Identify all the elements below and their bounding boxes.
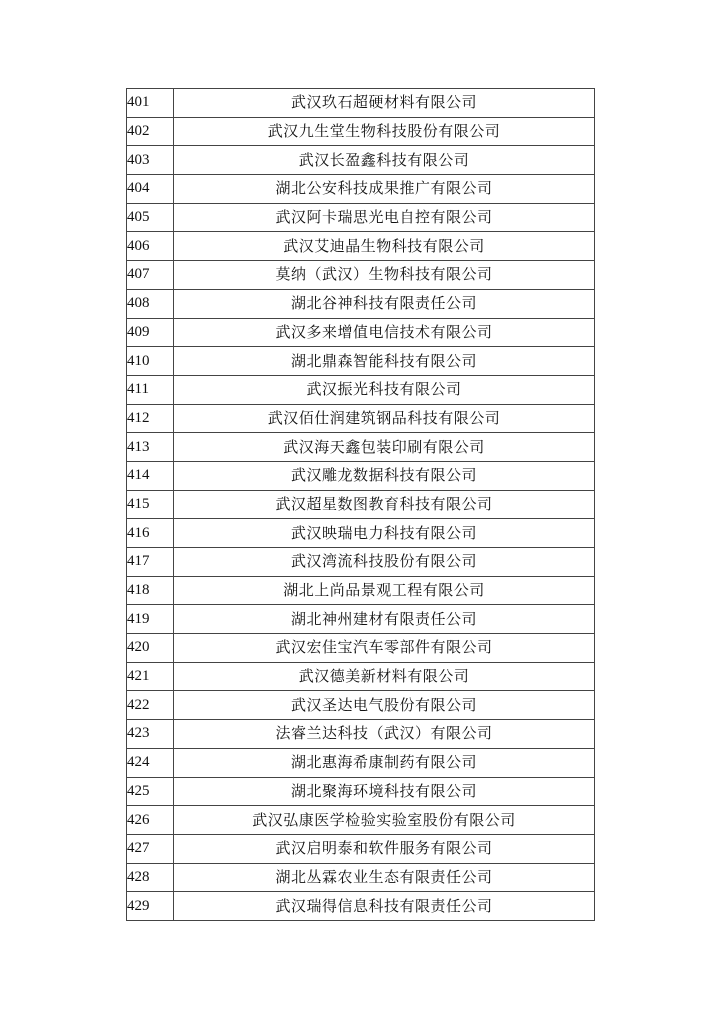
company-name-cell: 武汉圣达电气股份有限公司 xyxy=(174,691,595,720)
row-number-cell: 403 xyxy=(127,146,174,175)
row-number-cell: 411 xyxy=(127,375,174,404)
company-name-cell: 武汉长盈鑫科技有限公司 xyxy=(174,146,595,175)
row-number-cell: 428 xyxy=(127,863,174,892)
row-number-cell: 417 xyxy=(127,548,174,577)
table-row xyxy=(127,490,595,519)
company-name-cell: 湖北聚海环境科技有限公司 xyxy=(174,777,595,806)
row-number-cell: 420 xyxy=(127,634,174,663)
row-number-cell: 426 xyxy=(127,806,174,835)
company-name-cell: 武汉振光科技有限公司 xyxy=(174,375,595,404)
table-row xyxy=(127,691,595,720)
company-name-cell: 武汉映瑞电力科技有限公司 xyxy=(174,519,595,548)
table-row xyxy=(127,203,595,232)
company-name-cell: 武汉启明泰和软件服务有限公司 xyxy=(174,834,595,863)
row-number-cell: 404 xyxy=(127,175,174,204)
table-row xyxy=(127,834,595,863)
table-row xyxy=(127,89,595,118)
company-name-cell: 湖北惠海希康制药有限公司 xyxy=(174,748,595,777)
row-number-cell: 421 xyxy=(127,662,174,691)
company-name-cell: 湖北上尚品景观工程有限公司 xyxy=(174,576,595,605)
row-number-cell: 408 xyxy=(127,289,174,318)
table-row xyxy=(127,146,595,175)
row-number-cell: 410 xyxy=(127,347,174,376)
row-number-cell: 418 xyxy=(127,576,174,605)
table-row xyxy=(127,232,595,261)
table-row xyxy=(127,720,595,749)
company-name-cell: 武汉湾流科技股份有限公司 xyxy=(174,548,595,577)
table-row xyxy=(127,318,595,347)
company-name-cell: 武汉超星数图教育科技有限公司 xyxy=(174,490,595,519)
company-name-cell: 湖北谷神科技有限责任公司 xyxy=(174,289,595,318)
company-name-cell: 武汉多来增值电信技术有限公司 xyxy=(174,318,595,347)
table-row xyxy=(127,175,595,204)
row-number-cell: 419 xyxy=(127,605,174,634)
company-name-cell: 武汉阿卡瑞思光电自控有限公司 xyxy=(174,203,595,232)
company-name-cell: 武汉玖石超硬材料有限公司 xyxy=(174,89,595,118)
row-number-cell: 415 xyxy=(127,490,174,519)
row-number-cell: 402 xyxy=(127,117,174,146)
table-row xyxy=(127,662,595,691)
table-row xyxy=(127,634,595,663)
table-row xyxy=(127,261,595,290)
table-row xyxy=(127,548,595,577)
row-number-cell: 425 xyxy=(127,777,174,806)
company-name-cell: 武汉弘康医学检验实验室股份有限公司 xyxy=(174,806,595,835)
table-row xyxy=(127,375,595,404)
company-name-cell: 武汉雕龙数据科技有限公司 xyxy=(174,461,595,490)
company-name-cell: 湖北丛霖农业生态有限责任公司 xyxy=(174,863,595,892)
table-row xyxy=(127,347,595,376)
company-name-cell: 法睿兰达科技（武汉）有限公司 xyxy=(174,720,595,749)
row-number-cell: 422 xyxy=(127,691,174,720)
company-name-cell: 武汉佰仕润建筑钢品科技有限公司 xyxy=(174,404,595,433)
table-row xyxy=(127,519,595,548)
table-row xyxy=(127,117,595,146)
row-number-cell: 416 xyxy=(127,519,174,548)
table-row xyxy=(127,461,595,490)
row-number-cell: 427 xyxy=(127,834,174,863)
table-row xyxy=(127,863,595,892)
table-row xyxy=(127,605,595,634)
row-number-cell: 405 xyxy=(127,203,174,232)
table-row xyxy=(127,806,595,835)
table-row xyxy=(127,892,595,921)
table-row xyxy=(127,289,595,318)
table-row xyxy=(127,404,595,433)
row-number-cell: 401 xyxy=(127,89,174,118)
table-row xyxy=(127,433,595,462)
table-row xyxy=(127,748,595,777)
company-name-cell: 武汉九生堂生物科技股份有限公司 xyxy=(174,117,595,146)
company-name-cell: 湖北公安科技成果推广有限公司 xyxy=(174,175,595,204)
company-table-body xyxy=(127,89,595,921)
table-row xyxy=(127,576,595,605)
row-number-cell: 412 xyxy=(127,404,174,433)
company-name-cell: 武汉德美新材料有限公司 xyxy=(174,662,595,691)
row-number-cell: 414 xyxy=(127,461,174,490)
row-number-cell: 424 xyxy=(127,748,174,777)
row-number-cell: 413 xyxy=(127,433,174,462)
row-number-cell: 406 xyxy=(127,232,174,261)
company-name-cell: 湖北神州建材有限责任公司 xyxy=(174,605,595,634)
company-name-cell: 武汉艾迪晶生物科技有限公司 xyxy=(174,232,595,261)
row-number-cell: 423 xyxy=(127,720,174,749)
company-table xyxy=(126,88,595,921)
company-name-cell: 莫纳（武汉）生物科技有限公司 xyxy=(174,261,595,290)
table-row xyxy=(127,777,595,806)
row-number-cell: 429 xyxy=(127,892,174,921)
row-number-cell: 407 xyxy=(127,261,174,290)
row-number-cell: 409 xyxy=(127,318,174,347)
company-name-cell: 武汉瑞得信息科技有限责任公司 xyxy=(174,892,595,921)
company-name-cell: 武汉海天鑫包装印刷有限公司 xyxy=(174,433,595,462)
company-name-cell: 湖北鼎森智能科技有限公司 xyxy=(174,347,595,376)
company-name-cell: 武汉宏佳宝汽车零部件有限公司 xyxy=(174,634,595,663)
